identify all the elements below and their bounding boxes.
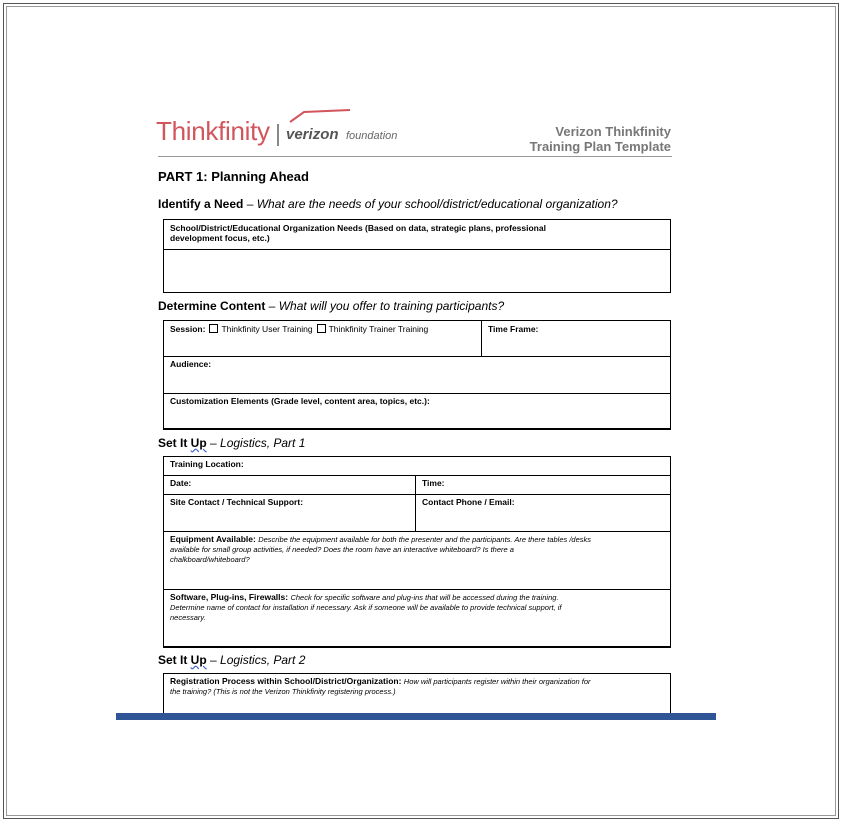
- setup1-label-b: Up: [190, 436, 207, 450]
- date-cell[interactable]: [163, 475, 416, 495]
- session-cell: [163, 320, 482, 357]
- equipment-note-1: Describe the equipment available for both the presenter and the participants. Are there tables /desks: [258, 535, 592, 544]
- document-title: [530, 124, 671, 154]
- content-question: What will you offer to training participants?: [278, 299, 505, 313]
- needs-label-line-2: development focus, etc.): [170, 233, 270, 243]
- setup2-label-b: Up: [190, 653, 207, 667]
- logo-thinkfinity-text: Thinkfinity: [156, 116, 270, 146]
- setup1-label-a: Set It: [158, 436, 191, 450]
- header-rule: [158, 156, 672, 157]
- audience-label: Audience:: [170, 359, 212, 369]
- registration-text: [170, 676, 666, 697]
- time-label: Time:: [422, 478, 445, 488]
- customization-label: Customization Elements (Grade level, content area, topics, etc.):: [170, 396, 430, 406]
- identify-label: Identify a Need: [158, 197, 244, 211]
- logo-foundation-text: foundation: [346, 130, 398, 142]
- equipment-note-2: available for small group activities, if needed? Does the room have an interactive whiteboard? Is there a: [170, 545, 514, 554]
- verizon-check-icon: [286, 108, 356, 126]
- time-cell[interactable]: [415, 475, 671, 495]
- equipment-text: [170, 534, 666, 565]
- date-label: Date:: [170, 478, 192, 488]
- setup-part2-heading: [158, 653, 305, 667]
- needs-label-line-1: School/District/Educational Organization Needs (Based on data, strategic plans, professional: [170, 223, 546, 233]
- timeframe-cell[interactable]: [481, 320, 671, 357]
- location-label: Training Location:: [170, 459, 244, 469]
- equipment-line-1: [170, 534, 666, 545]
- equipment-label: Equipment Available:: [170, 534, 256, 544]
- content-label: Determine Content: [158, 299, 266, 313]
- identify-question: What are the needs of your school/district/educational organization?: [256, 197, 618, 211]
- needs-label: [170, 223, 546, 243]
- title-line-2: Training Plan Template: [529, 139, 671, 154]
- needs-input-area[interactable]: [164, 250, 670, 292]
- software-cell[interactable]: [163, 589, 671, 648]
- determine-content-heading: [158, 299, 504, 313]
- customization-cell[interactable]: [163, 393, 671, 430]
- setup1-subtitle: Logistics, Part 1: [220, 436, 306, 450]
- setup2-subtitle: Logistics, Part 2: [220, 653, 306, 667]
- setup1-dash: –: [206, 436, 221, 450]
- logo-divider: [277, 124, 279, 146]
- equipment-cell[interactable]: [163, 531, 671, 590]
- software-note-2: Determine name of contact for installation if necessary. Ask if someone will be available to provide technical support, if: [170, 603, 562, 612]
- needs-label-cell: [163, 219, 671, 250]
- session-option-trainer: Thinkfinity Trainer Training: [328, 324, 429, 334]
- software-line-1: [170, 592, 666, 603]
- contact-phone-cell[interactable]: [415, 494, 671, 532]
- registration-note-2: the training? (This is not the Verizon Thinkfinity registering process.): [170, 687, 396, 696]
- content-table: [163, 320, 671, 429]
- title-line-1: Verizon Thinkfinity: [555, 124, 671, 139]
- session-checkbox-trainer[interactable]: [317, 324, 326, 333]
- logo-verizon-text: verizon: [286, 126, 339, 143]
- content-dash: –: [265, 299, 279, 313]
- session-row: [170, 324, 428, 334]
- setup2-dash: –: [206, 653, 221, 667]
- site-contact-label: Site Contact / Technical Support:: [170, 497, 304, 507]
- identify-dash: –: [243, 197, 257, 211]
- timeframe-label: Time Frame:: [488, 324, 539, 334]
- software-note-1: Check for specific software and plug-ins that will be accessed during the training.: [290, 593, 559, 602]
- setup-part1-heading: [158, 436, 305, 450]
- equipment-note-3: chalkboard/whiteboard?: [170, 555, 250, 564]
- session-label: Session:: [170, 324, 206, 334]
- site-contact-cell[interactable]: [163, 494, 416, 532]
- footer-blue-bar: [116, 713, 716, 720]
- session-checkbox-user[interactable]: [209, 324, 218, 333]
- registration-note-1: How will participants register within their organization for: [403, 677, 591, 686]
- software-text: [170, 592, 666, 623]
- part1-heading: PART 1: Planning Ahead: [158, 169, 309, 184]
- setup2-label-a: Set It: [158, 653, 191, 667]
- needs-table: [163, 219, 671, 293]
- contact-phone-label: Contact Phone / Email:: [422, 497, 515, 507]
- registration-cell[interactable]: [163, 673, 671, 715]
- software-note-3: necessary.: [170, 613, 206, 622]
- identify-need-heading: [158, 197, 618, 211]
- registration-line-1: [170, 676, 666, 687]
- audience-cell[interactable]: [163, 356, 671, 394]
- software-label: Software, Plug-ins, Firewalls:: [170, 592, 289, 602]
- location-cell[interactable]: [163, 456, 671, 476]
- registration-label: Registration Process within School/District/Organization:: [170, 676, 402, 686]
- logistics1-table: [163, 456, 671, 647]
- session-option-user: Thinkfinity User Training: [221, 324, 313, 334]
